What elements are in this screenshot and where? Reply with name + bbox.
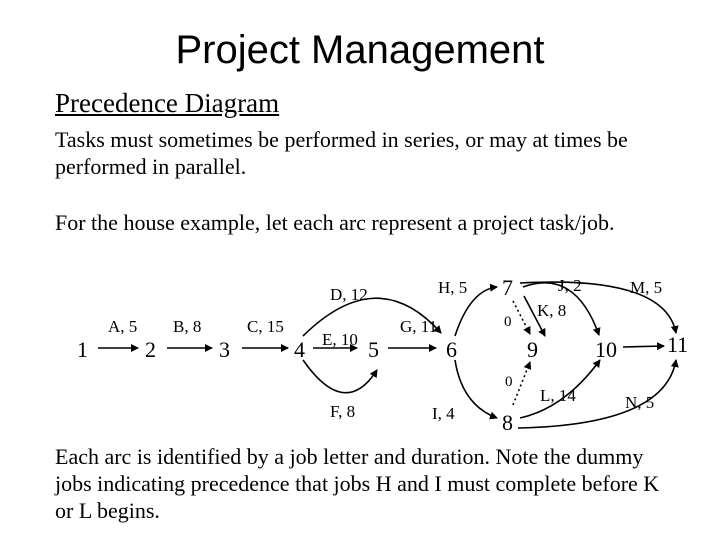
arc-label-e: E, 10 xyxy=(322,330,358,349)
intro-paragraph: Tasks must sometimes be performed in series, or may at times be performed in parallel. xyxy=(55,127,628,179)
arc-label-a: A, 5 xyxy=(108,317,138,336)
node-6: 6 xyxy=(446,337,457,362)
arc-label-m: M, 5 xyxy=(630,278,663,297)
node-8: 8 xyxy=(502,410,513,435)
node-10: 10 xyxy=(595,337,617,362)
dummy-arc-7-9 xyxy=(513,301,530,334)
page-title: Project Management xyxy=(175,28,545,72)
arc-label-k: K, 8 xyxy=(537,301,567,320)
dummy-arc-8-9 xyxy=(513,362,530,405)
arc-label-f: F, 8 xyxy=(330,402,356,421)
node-5: 5 xyxy=(368,337,379,362)
arc-label-n: N, 5 xyxy=(625,393,655,412)
note-paragraph: Each arc is identified by a job letter and duration. Note the dummy jobs indicating precedence that jobs H and I must complete before K or L begins. xyxy=(55,444,660,523)
arc-label-h: H, 5 xyxy=(438,278,468,297)
dummy-label-top: 0 xyxy=(504,314,512,330)
arc-10-11 xyxy=(623,346,664,347)
arc-label-i: I, 4 xyxy=(432,404,455,423)
node-7: 7 xyxy=(502,275,513,300)
dummy-label-bottom: 0 xyxy=(505,374,513,390)
section-heading: Precedence Diagram xyxy=(55,88,280,118)
node-9: 9 xyxy=(527,337,538,362)
arc-label-d: D, 12 xyxy=(330,285,368,304)
example-paragraph: For the house example, let each arc represent a project task/job. xyxy=(55,210,615,235)
arc-label-c: C, 15 xyxy=(247,317,284,336)
arc-f xyxy=(303,360,377,393)
node-4: 4 xyxy=(294,337,305,362)
node-1: 1 xyxy=(77,337,88,362)
node-11: 11 xyxy=(667,332,689,357)
node-2: 2 xyxy=(145,337,156,362)
arc-label-g: G, 11 xyxy=(400,317,438,336)
arc-label-j: J, 2 xyxy=(558,276,582,295)
arc-i xyxy=(455,360,497,418)
node-3: 3 xyxy=(219,337,230,362)
arc-label-b: B, 8 xyxy=(173,317,202,336)
arc-label-l: L, 14 xyxy=(540,386,576,405)
